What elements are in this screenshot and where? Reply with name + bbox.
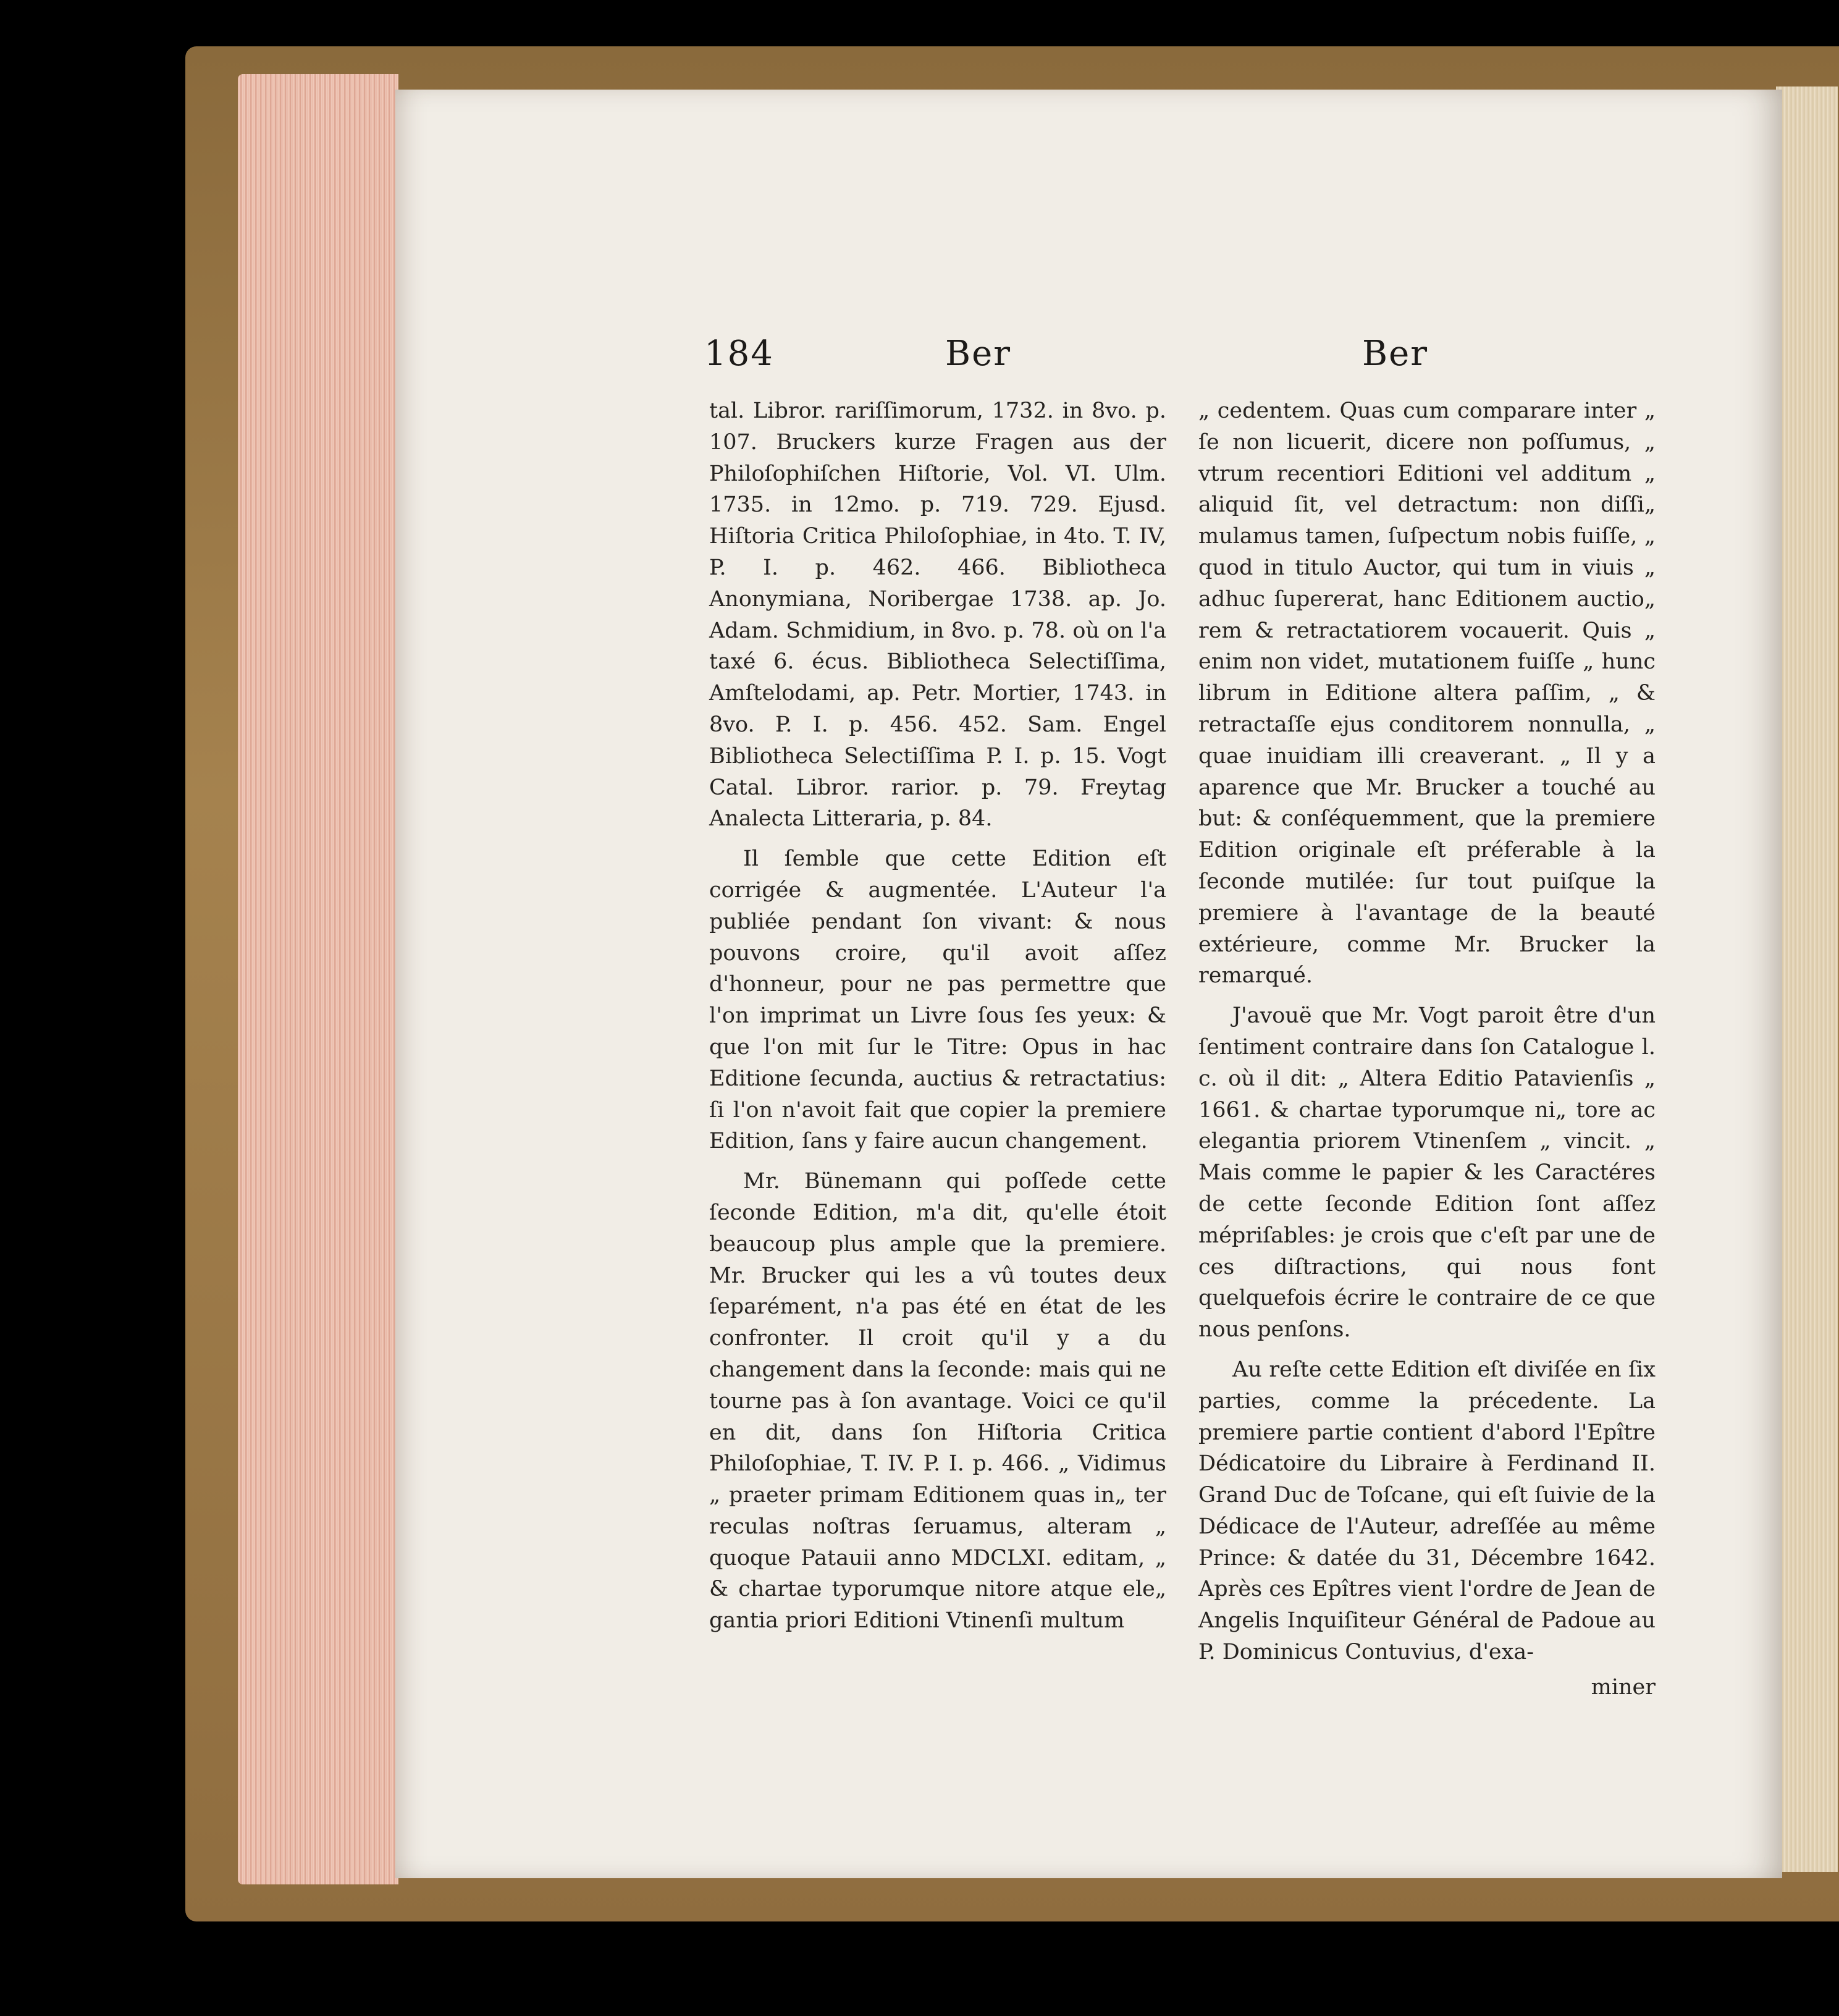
running-head-right: Ber [1362,334,1429,374]
running-head-left: Ber [945,334,1012,374]
page-number: 184 [704,334,774,374]
page-edges-left [238,74,398,1884]
book-page [395,90,1782,1878]
left-paragraph-2: Il ſemble que cette Edition eſt corrigée & augmentée. L'Auteur l'a publiée pendant ſon vivant: & nous pouvons croire, qu'il avoit aſſez d'honneur, pour ne pas permettre que l'on imprimat un Livre ſous ſes yeux: & que l'on mit ſur le Titre: Opus in hac Editione ſecunda, auctius & retractatius: ſi l'on n'avoit fait que copier la premiere Edition, ſans y faire aucun changement. [709,846,1166,1154]
left-paragraph-1: tal. Libror. rariſſimorum, 1732. in 8vo. p. 107. Bruckers kurze Fragen aus der Philoſophiſchen Hiſtorie, Vol. VI. Ulm. 1735. in 12mo. p. 719. 729. Ejusd. Hiſtoria Critica Philoſophiae, in 4to. T. IV, P. I. p. 462. 466. Bibliotheca Anonymiana, Noribergae 1738. ap. Jo. Adam. Schmidium, in 8vo. p. 78. où on l'a taxé 6. écus. Bibliotheca Selectiſſima, Amſtelodami, ap. Petr. Mortier, 1743. in 8vo. P. I. p. 456. 452. Sam. Engel Bibliotheca Selectiſſima P. I. p. 15. Vogt Catal. Libror. rarior. p. 79. Freytag Analecta Litteraria, p. 84. [709,399,1166,832]
right-column [1198,395,1656,1712]
left-paragraph-3: Mr. Bünemann qui poſſede cette ſeconde Edition, m'a dit, qu'elle étoit beaucoup plus ample que la premiere. Mr. Brucker qui les a vû toutes deux ſeparément, n'a pas été en état de les confronter. Il croit qu'il y a du changement dans la ſeconde: mais qui ne tourne pas à ſon avantage. Voici ce qu'il en dit, dans ſon Hiſtoria Critica Philoſophiae, T. IV. P. I. p. 466. „ Vidimus „ praeter primam Editionem quas in„ ter reculas noſtras ſeruamus, alteram „ quoque Patauii anno MDCLXI. editam, „ & chartae typorumque nitore atque ele„ gantia priori Editioni Vtinenſi multum [709,1169,1166,1634]
catchword: miner [1591,1674,1656,1700]
left-column [709,395,1166,1645]
right-paragraph-2: J'avouë que Mr. Vogt paroit être d'un ſentiment contraire dans ſon Catalogue l. c. où il dit: „ Altera Editio Patavienſis „ 1661. & chartae typorumque ni„ tore ac elegantia priorem Vtinenſem „ vincit. „ Mais comme le papier & les Caractéres de cette ſeconde Edition ſont aſſez mépriſables: je crois que c'eſt par une de ces diſtractions, qui nous font quelquefois écrire le contraire de ce que nous penſons. [1198,1003,1656,1343]
page-edges-right [1776,86,1838,1872]
right-paragraph-3: Au reſte cette Edition eſt diviſée en ſix parties, comme la précedente. La premiere partie contient d'abord l'Epître Dédicatoire du Libraire à Ferdinand II. Grand Duc de Toſcane, qui eſt ſuivie de la Dédicace de l'Auteur, adreſſée au même Prince: & datée du 31, Décembre 1642. Après ces Epîtres vient l'ordre de Jean de Angelis Inquiſiteur Général de Padoue au P. Dominicus Contuvius, d'exa- [1198,1357,1656,1665]
right-paragraph-1: „ cedentem. Quas cum comparare inter „ ſe non licuerit, dicere non poſſumus, „ vtrum recentiori Editioni vel additum „ aliquid ſit, vel detractum: non diſſi„ mulamus tamen, ſuſpectum nobis fuiſſe, „ quod in titulo Auctor, qui tum in viuis „ adhuc ſupererat, hanc Editionem auctio„ rem & retractatiorem vocauerit. Quis „ enim non videt, mutationem fuiſſe „ hunc librum in Editione altera paſſim, „ & retractaſſe ejus conditorem nonnulla, „ quae inuidiam illi creaverant. „ Il y a aparence que Mr. Brucker a touché au but: & conſéquemment, que la premiere Edition originale eſt préferable à la ſeconde mutilée: ſur tout puiſque la premiere à l'avantage de la beauté extérieure, comme Mr. Brucker la remarqué. [1198,399,1656,989]
